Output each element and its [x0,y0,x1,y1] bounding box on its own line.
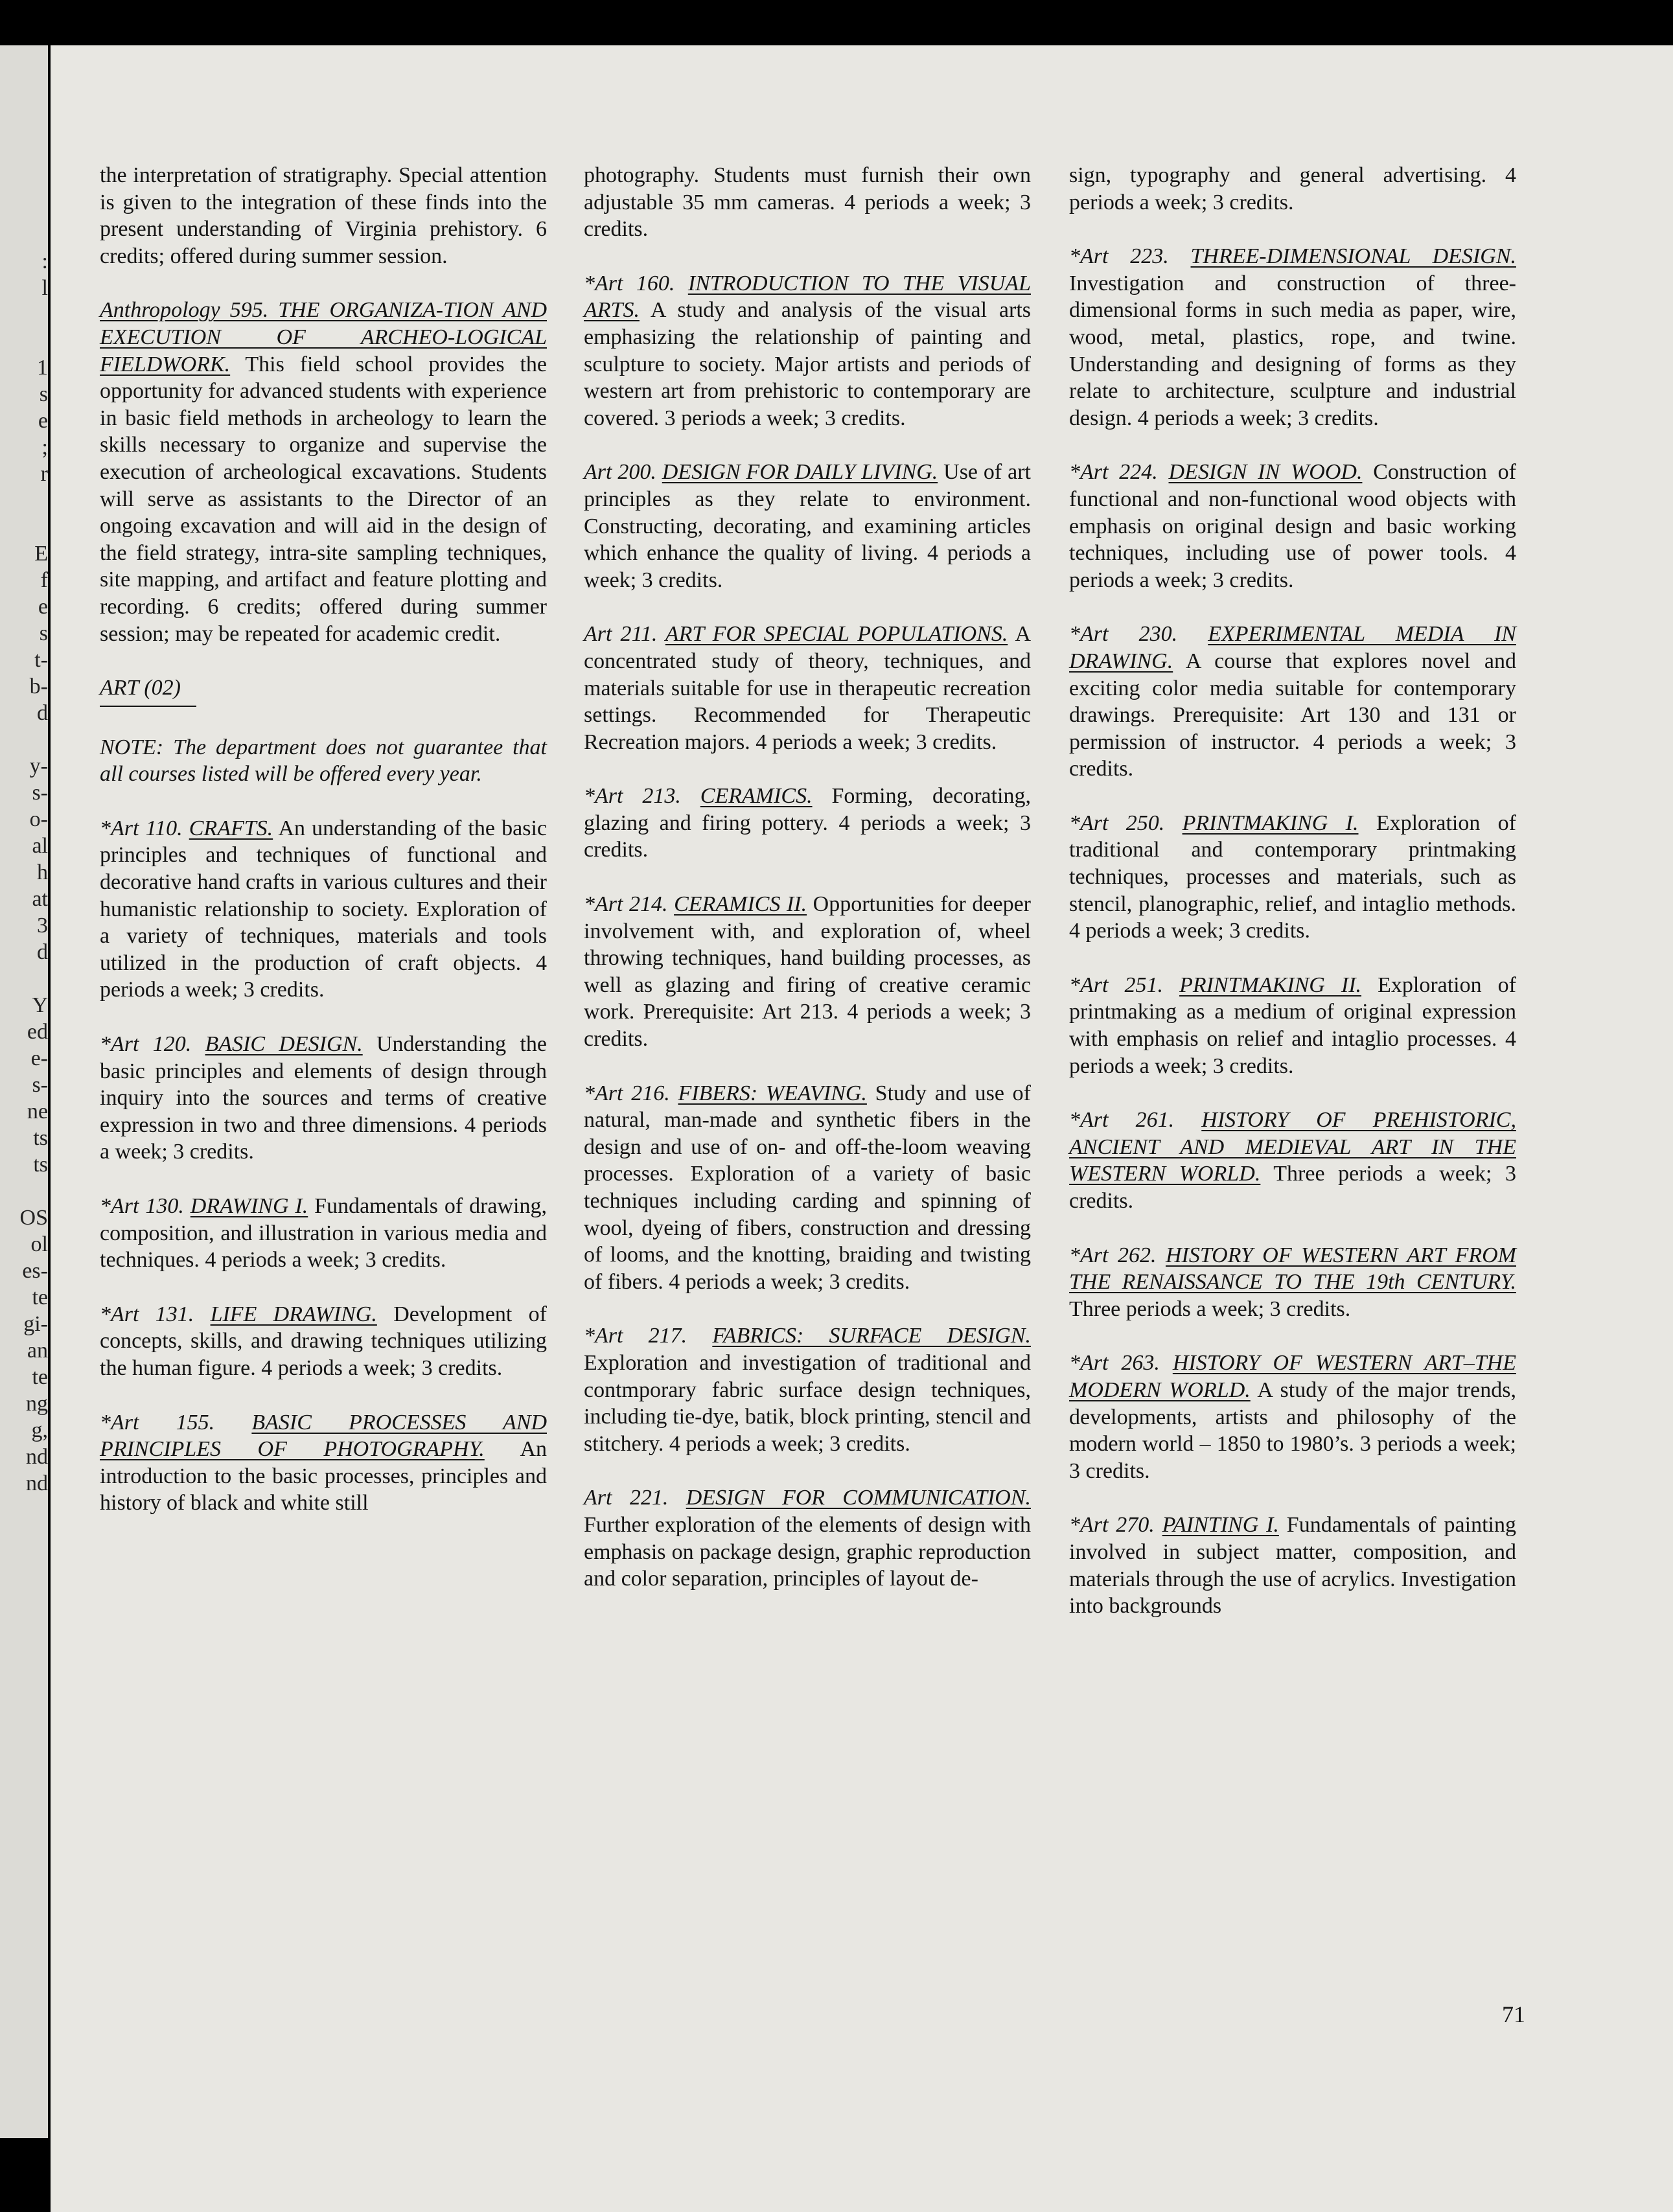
course-art-223 [1069,243,1516,432]
course-description: Exploration of printmaking as a medium of original expression with emphasis on relief and intaglio processes. 4 periods a week; 3 credits. [1069,973,1517,1078]
facing-page-fragment [0,514,48,540]
course-number: Art 221. [584,1486,686,1510]
course-description: Exploration and investigation of traditional and contmporary fabric surface design techniques, including tie-dye, batik, block printing, stencil and stitchery. 4 periods a week; 3 credits. [584,1350,1031,1456]
course-description: This field school provides the opportunity for advanced students with experience in basic field methods in archeology to learn the skills necessary to organize and supervise the execution of archeological excavations. Students will serve as assistants to the Director of an ongoing excavation and will aid in the design of the field strategy, intra-site sampling techniques, site mapping, and artifact and feature plotting and recording. 6 credits; offered during summer session; may be repeated for academic credit. [100,352,547,646]
facing-page-fragment: o- [29,807,48,831]
facing-page-fragment: s- [32,781,48,805]
facing-page-fragment [0,965,48,992]
facing-page-fragment: ng [26,1392,48,1416]
course-description: Development of concepts, skills, and drawing techniques utilizing the human figure. 4 periods a week; 3 credits. [100,1302,547,1380]
course-number: *Art 224. [1069,460,1169,485]
course-art-230 [1069,621,1516,783]
course-title: PRINTMAKING I. [1182,811,1359,835]
course-number: *Art 160. [584,271,688,295]
course-description: A study and analysis of the visual arts emphasizing the relationship of painting and sculpture to society. Major artists and periods of western art from prehistoric to contemporary are covered. 3 periods a week; 3 credits. [584,298,1031,430]
facing-page-fragment: nd [26,1445,48,1469]
course-number: *Art 250. [1069,811,1183,835]
course-number: Art 211. [584,622,665,647]
course-description: A course that explores novel and exciting color media suitable for contemporary drawings. Prerequisite: Art 130 and 131 or permission of instructor. 4 periods a week; 3 credits. [1069,649,1516,781]
course-description: Further exploration of the elements of design with emphasis on package design, graphic reproduction and color separation, principles of layout de- [584,1512,1031,1591]
facing-page-fragment: es- [22,1259,48,1283]
course-number: *Art 131. [100,1302,211,1326]
facing-page-fragment: nd [26,1471,48,1495]
course-number: *Art 270. [1069,1513,1162,1538]
course-title: DESIGN FOR COMMUNICATION. [686,1486,1031,1510]
course-description: Investigation and construction of three-dimensional forms in such media as paper, wire, wood, metal, plastics, rope, and twine. Understanding and designing of forms as they relate to architecture, sculpture and industrial design. 4 periods a week; 3 credits. [1069,271,1516,430]
course-number: *Art 263. [1069,1351,1173,1376]
course-title: HISTORY OF WESTERN ART FROM THE RENAISSANCE TO THE 19th CENTURY. [1069,1243,1516,1295]
course-art-216 [584,1080,1031,1296]
facing-page-fragment: ts [33,1153,48,1177]
course-description: A study of the major trends, developments, artists and philosophy of the modern world – 1850 to 1980’s. 3 periods a week; 3 credits. [1069,1377,1516,1483]
course-art-120 [100,1031,547,1166]
page-number: 71 [1502,2001,1525,2027]
course-art-262 [1069,1242,1516,1323]
course-description: Forming, decorating, glazing and firing pottery. 4 periods a week; 3 credits. [584,784,1031,862]
facing-page-fragment: e- [30,1046,48,1070]
course-anthropology-595 [100,297,547,647]
course-description: An understanding of the basic principles and techniques of functional and decorative hand crafts in various cultures and their humanistic relationship to society. Exploration of a variety of techniques, materials and tools utilized in the production of craft objects. 4 periods a week; 3 credits. [100,816,547,1002]
course-description: Study and use of natural, man-made and synthetic fibers in the design and use of on- and off-the-loom weaving processes. Exploration of a variety of basic techniques including carding and spinning of wool, dyeing of fibers, construction and dressing of looms, and the knotting, braiding and twisting of fibers. 4 periods a week; 3 credits. [584,1081,1032,1294]
facing-page-fragment: gi- [23,1312,48,1336]
facing-page-fragment [0,301,48,328]
course-art-214 [584,891,1031,1053]
course-title: HISTORY OF WESTERN ART–THE MODERN WORLD. [1069,1351,1516,1402]
course-title: CERAMICS. [700,784,813,809]
course-art-110 [100,815,547,1004]
course-art-160 [584,270,1031,432]
facing-page-fragment: ol [30,1232,48,1256]
course-art-130 [100,1193,547,1274]
facing-page-fragment: te [32,1285,48,1309]
course-number: *Art 230. [1069,622,1208,647]
course-art-261 [1069,1107,1516,1214]
facing-page-fragment: g, [31,1418,48,1442]
course-art-270 [1069,1512,1516,1619]
course-number: *Art 262. [1069,1243,1166,1267]
facing-page-fragment [0,1178,48,1204]
facing-page-fragment: l [41,276,48,300]
course-description: Fundamentals of drawing, composition, and illustration in various media and techniques. 4 periods a week; 3 credits. [100,1194,547,1273]
course-title: BASIC DESIGN. [205,1032,363,1057]
course-number: *Art 130. [100,1194,190,1218]
facing-page-fragment [0,222,48,248]
facing-page-fragment: al [32,834,48,858]
course-description: An introduction to the basic processes, principles and history of black and white still [100,1437,548,1515]
facing-page-fragment [0,726,48,753]
facing-page-fragment: ed [27,1020,48,1044]
course-art-251 [1069,972,1516,1079]
facing-page-fragment: an [27,1339,48,1363]
course-title: ART FOR SPECIAL POPULATIONS. [665,622,1008,647]
course-title: HISTORY OF PREHISTORIC, ANCIENT AND MEDIEVAL ART IN THE WESTERN WORLD. [1069,1108,1516,1186]
facing-page-fragment: y- [29,754,48,778]
course-number: *Art 216. [584,1081,678,1105]
course-title: DESIGN IN WOOD. [1168,460,1363,485]
facing-page-fragment: OS [19,1206,48,1230]
course-description: Exploration of traditional and contemporary printmaking techniques, processes and materials, such as stencil, planographic, relief, and intaglio methods. 4 periods a week; 3 credits. [1069,811,1517,943]
course-number: *Art 213. [584,784,700,809]
facing-page-fragment: f [40,568,48,592]
course-title: DRAWING I. [190,1194,308,1218]
course-number: *Art 217. [584,1324,713,1348]
facing-page-fragment: s [39,382,48,406]
course-number: *Art 223. [1069,244,1191,269]
course-title: EXPERIMENTAL MEDIA IN DRAWING. [1069,622,1516,673]
facing-page-fragment: E [34,542,48,566]
facing-page-fragment: ; [41,435,48,459]
column-right [1069,162,1516,1647]
course-heading: Anthropology 595. THE ORGANIZA-TION AND EXECUTION OF ARCHEO-LOGICAL FIELDWORK. [100,298,547,376]
course-description: Understanding the basic principles and elements of design through inquiry into the sources and terms of creative expression in two and three dimensions. 4 periods a week; 3 credits. [100,1032,547,1164]
course-art-217 [584,1322,1031,1457]
facing-page-fragment: e [38,409,48,433]
course-number: *Art 261. [1069,1108,1202,1133]
course-description: Opportunities for deeper involvement with, and exploration of, wheel throwing techniques, hand building processes, as well as glazing and firing of creative ceramic work. Prerequisite: Art 213. 4 periods a week; 3 credits. [584,892,1031,1052]
course-number: *Art 251. [1069,973,1180,997]
course-description: A concentrated study of theory, techniques, and materials suitable for use in therapeutic recreation settings. Recommended for Therapeutic Recreation majors. 4 periods a week; 3 credits. [584,622,1031,754]
course-title: FIBERS: WEAVING. [678,1081,867,1105]
facing-page-fragment: Y [32,993,48,1017]
course-description: Three periods a week; 3 credits. [1069,1162,1516,1213]
course-title: CRAFTS. [189,816,273,840]
department-note: NOTE: The department does not guarantee that all courses listed will be offered every year. [100,735,547,787]
paragraph-design-continued: sign, typography and general advertising. 4 periods a week; 3 credits. [1069,163,1516,214]
facing-page-fragment [0,328,48,354]
facing-page-fragment: s [39,621,48,645]
course-title: PAINTING I. [1162,1513,1279,1538]
paragraph-stratigraphy-continued: the interpretation of stratigraphy. Special attention is given to the integration of these finds into the present understanding of Virginia prehistory. 6 credits; offered during summer session. [100,163,547,268]
facing-page-edge [0,45,48,2138]
course-description: Three periods a week; 3 credits. [1069,1296,1351,1321]
column-middle [584,162,1031,1620]
course-title: THREE-DIMENSIONAL DESIGN. [1190,244,1516,269]
course-description: Use of art principles as they relate to environment. Constructing, decorating, and examining articles which enhance the quality of living. 4 periods a week; 3 credits. [584,460,1031,592]
facing-page-fragment: b- [29,674,48,698]
course-title: BASIC PROCESSES AND PRINCIPLES OF PHOTOGRAPHY. [100,1410,547,1462]
course-art-221 [584,1484,1031,1592]
course-art-211 [584,621,1031,755]
course-title: DESIGN FOR DAILY LIVING. [662,460,938,485]
department-heading-block [100,674,547,707]
course-description: Fundamentals of painting involved in subject matter, composition, and materials through the use of acrylics. Investigation into backgrounds [1069,1513,1516,1619]
course-title: INTRODUCTION TO THE VISUAL ARTS. [584,271,1031,323]
facing-page-fragment: 1 [37,356,48,380]
facing-page-fragment: ne [27,1100,48,1123]
course-art-131 [100,1301,547,1382]
course-number: *Art 155. [100,1410,252,1434]
facing-page-fragment: r [40,462,48,486]
catalog-page [51,45,1673,2212]
course-art-224 [1069,459,1516,593]
course-art-200 [584,459,1031,593]
facing-page-text-fragments [0,168,48,1497]
facing-page-fragment: d [37,940,48,964]
course-art-213 [584,783,1031,864]
course-title: LIFE DRAWING. [210,1302,377,1326]
department-heading: ART (02) [100,674,196,707]
course-art-155 [100,1409,547,1517]
facing-page-fragment: e [38,595,48,619]
course-art-250 [1069,810,1516,945]
facing-page-fragment: te [32,1365,48,1389]
course-number: *Art 214. [584,892,675,917]
course-number: *Art 120. [100,1032,205,1057]
facing-page-fragment [0,195,48,222]
facing-page-fragment: h [37,860,48,884]
course-title: PRINTMAKING II. [1179,973,1362,997]
course-art-263 [1069,1350,1516,1484]
facing-page-fragment: d [37,701,48,725]
course-title: FABRICS: SURFACE DESIGN. [712,1324,1032,1348]
facing-page-fragment [0,168,48,195]
course-description: Construction of functional and non-functional wood objects with emphasis on original design and basic working techniques, including use of power tools. 4 periods a week; 3 credits. [1069,460,1517,592]
facing-page-fragment: ts [33,1126,48,1150]
course-number: Art 200. [584,460,662,485]
paragraph-photography-continued: photography. Students must furnish their own adjustable 35 mm cameras. 4 periods a week; 3 credits. [584,163,1031,242]
facing-page-fragment: s- [32,1073,48,1097]
course-number: *Art 110. [100,816,189,840]
course-title: CERAMICS II. [674,892,807,917]
facing-page-fragment: at [32,887,48,911]
facing-page-fragment: 3 [37,914,48,938]
column-left [100,162,547,1544]
facing-page-fragment [0,487,48,514]
facing-page-fragment: : [41,249,48,273]
facing-page-fragment: t- [34,648,48,672]
